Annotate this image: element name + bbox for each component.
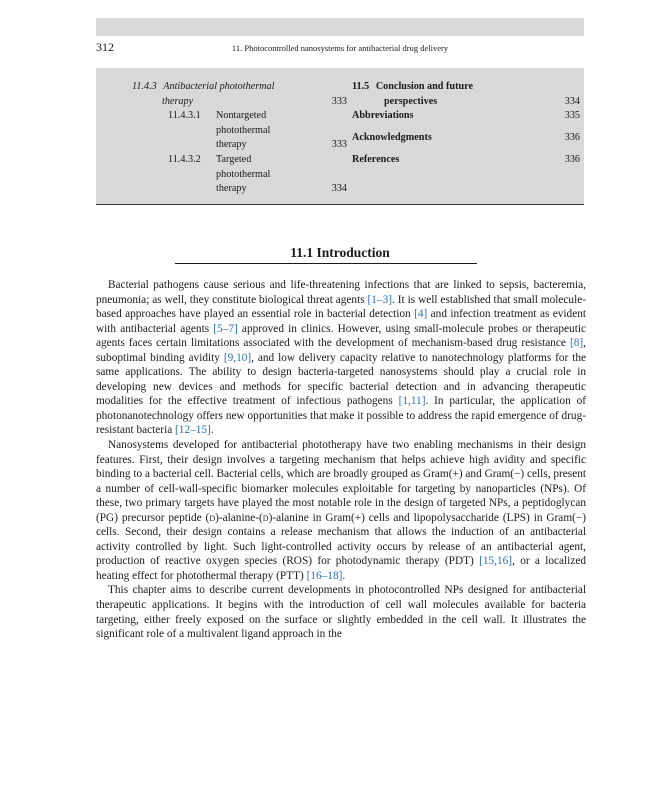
paragraph-1: Bacterial pathogens cause serious and life-threatening infections that are linked to sepsis, bacteremia, pneumonia; as well, they constitute biological threat agents [1–3]. It is well established that small molecule-based approaches have played an essential role in bacterial detection [4] and infection treatment as evident with antibacterial agents [5–7] approved in clinics. However, using small-molecule probes or therapeutic agents faces certain limitations associated with the development of mechanism-based drug resistance [8], suboptimal binding avidity [9,10], and low delivery capacity relative to nanotechnology platforms for the same applications. The ability to design bacteria-targeted nanosystems should play a crucial role in developing new devices and methods for specific bacterial detection and in advancing therapeutic modalities for the effective treatment of infectious pathogens [1,11]. In particular, the application of photonanotechnology offers new opportunities that make it possible to address the rapid emergence of drug-resistant bacteria [12–15]. bbox=[96, 279, 587, 437]
toc-entry[interactable] bbox=[352, 109, 580, 131]
toc-entry-title: Targeted bbox=[216, 154, 252, 165]
toc-entry[interactable] bbox=[168, 153, 347, 197]
citation-link[interactable]: [16–18] bbox=[306, 569, 343, 582]
paragraph-3: This chapter aims to describe current developments in photocontrolled NPs designed for antibacterial therapeutic applications. It begins with the introduction of cell wall molecules available for bacteria targeting, either freely exposed on the surface or slightly embedded in the cell wall. It illustrates the significant role of a multivalent ligand approach in the bbox=[96, 584, 586, 641]
citation-link[interactable]: [12–15] bbox=[175, 424, 211, 437]
toc-entry-title: Conclusion and future bbox=[375, 81, 473, 92]
paragraph-2: Nanosystems developed for antibacterial phototherapy have two enabling mechanisms in their design features. First, their design involves a targeting mechanism that helps achieve high avidity and specific binding to a bacterial cell. Bacterial cells, which are broadly grouped as Gram(+) and Gram(−) cells, present a number of cell-wall-specific biomarker molecules exploitable for targeting by nanoparticles (NPs). Of these, two primary targets have played the most notable role in the design of targeted NPs, a peptidoglycan (PG) precursor peptide (d)-alanine-(d)-alanine in Gram(+) cells and lipopolysaccharide (LPS) in Gram(−) cells. Second, their design contains a release mechanism that allows the induction of an antibacterial activity controlled by light. Such light-controlled activity occurs by release of an antibacterial agent, production of reactive oxygen species (ROS) for photodynamic therapy (PDT) [15,16], or a localized heating effect for photothermal therapy (PTT) [16–18]. bbox=[96, 439, 587, 582]
citation-link[interactable]: [15,16] bbox=[479, 555, 513, 568]
toc-entry-page: 336 bbox=[564, 132, 580, 143]
toc-entry-number: 11.4.3.2 bbox=[168, 154, 201, 165]
toc-entry-title: References bbox=[352, 154, 400, 165]
citation-link[interactable]: [8] bbox=[569, 337, 584, 350]
body-text bbox=[96, 278, 586, 642]
toc-entry-title: Antibacterial photothermal bbox=[163, 81, 275, 92]
citation-link[interactable]: [4] bbox=[414, 308, 428, 321]
toc-entry-title-cont: perspectives bbox=[384, 95, 438, 107]
header-band bbox=[96, 18, 584, 36]
table-of-contents bbox=[96, 68, 584, 205]
section-rule bbox=[175, 263, 477, 264]
toc-entry-page: 336 bbox=[564, 154, 580, 165]
section-title: 11.1 Introduction bbox=[290, 245, 390, 260]
toc-entry-page: 334 bbox=[564, 95, 580, 107]
citation-link[interactable]: [9,10] bbox=[223, 351, 252, 364]
citation-link[interactable]: [5–7] bbox=[213, 322, 238, 335]
toc-entry-title-cont: therapy bbox=[216, 139, 247, 150]
toc-entry-number: 11.5 bbox=[352, 81, 370, 92]
citation-link[interactable]: [1,11] bbox=[398, 395, 426, 408]
citation-link[interactable]: [1–3] bbox=[367, 293, 393, 306]
toc-column-right bbox=[352, 80, 580, 175]
toc-entry-number: 11.4.3 bbox=[132, 81, 157, 92]
toc-entry[interactable] bbox=[168, 109, 347, 153]
toc-entry-number: 11.4.3.1 bbox=[168, 110, 201, 121]
toc-entry-title-cont: therapy bbox=[216, 183, 247, 194]
toc-column-left bbox=[132, 80, 347, 197]
toc-entry-title-cont: photothermal bbox=[216, 168, 271, 180]
page-number: 312 bbox=[96, 40, 114, 54]
toc-entry-page: 333 bbox=[331, 139, 347, 150]
toc-entry-page: 335 bbox=[564, 110, 580, 121]
toc-entry[interactable] bbox=[352, 80, 580, 109]
toc-entry[interactable] bbox=[352, 153, 580, 175]
toc-entry-title-cont: therapy bbox=[162, 95, 194, 107]
running-title: 11. Photocontrolled nanosystems for antibacterial drug delivery bbox=[231, 43, 449, 53]
toc-entry-page: 333 bbox=[331, 95, 347, 107]
toc-entry-page: 334 bbox=[331, 183, 347, 194]
toc-entry[interactable] bbox=[352, 131, 580, 153]
toc-entry[interactable] bbox=[132, 80, 347, 109]
toc-entry-title: Abbreviations bbox=[352, 110, 414, 121]
toc-entry-title: Acknowledgments bbox=[352, 132, 432, 143]
toc-entry-title-cont: photothermal bbox=[216, 124, 271, 136]
toc-entry-title: Nontargeted bbox=[216, 110, 267, 121]
